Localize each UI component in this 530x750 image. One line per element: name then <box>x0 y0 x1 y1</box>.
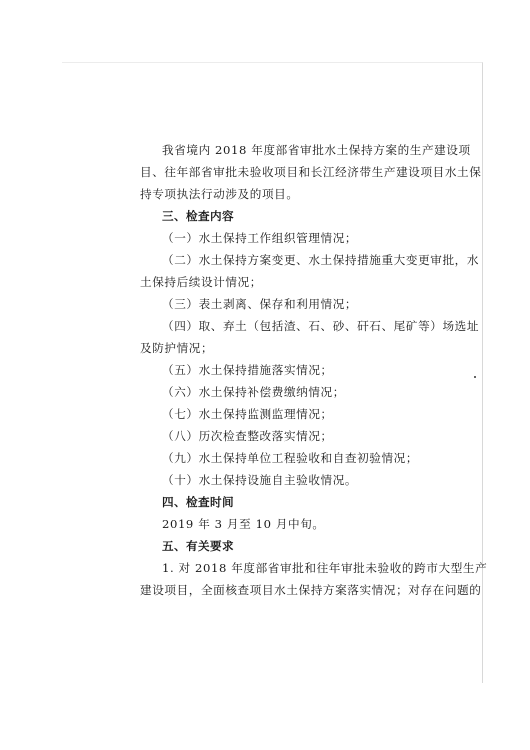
section-heading-requirements: 五、有关要求 <box>162 539 234 553</box>
document-body <box>62 63 488 683</box>
list-item-continuation: 及防护情况； <box>140 341 214 355</box>
section-heading-inspection-content: 三、检查内容 <box>162 209 234 223</box>
body-text-line: 目、往年部省审批未验收项目和长江经济带生产建设项目水土保 <box>140 165 482 179</box>
section-heading-inspection-time: 四、检查时间 <box>162 495 234 509</box>
list-item: （二）水土保持方案变更、水土保持措施重大变更审批，水 <box>162 253 480 267</box>
body-text-line: 建设项目，全面核查项目水土保持方案落实情况；对存在问题的 <box>140 583 482 597</box>
body-text-line: 我省境内 2018 年度部省审批水土保持方案的生产建设项 <box>162 143 471 157</box>
list-item: （六）水土保持补偿费缴纳情况； <box>162 385 345 399</box>
list-item: （七）水土保持监测监理情况； <box>162 407 333 421</box>
list-item-continuation: 土保持后续设计情况； <box>140 275 262 289</box>
list-item: （五）水土保持措施落实情况； <box>162 363 333 377</box>
body-text-line: 2019 年 3 月至 10 月中旬。 <box>162 517 325 531</box>
list-item: （九）水土保持单位工程验收和自查初验情况； <box>162 451 419 465</box>
list-item: （三）表土剥离、保存和利用情况； <box>162 297 358 311</box>
body-text-line: 1. 对 2018 年度部省审批和往年审批未验收的跨市大型生产 <box>162 561 488 575</box>
body-text-line: 持专项执法行动涉及的项目。 <box>140 187 299 201</box>
scan-speck <box>474 376 476 378</box>
document-page <box>62 62 488 683</box>
list-item: （十）水土保持设施自主验收情况。 <box>162 473 358 487</box>
list-item: （四）取、弃土（包括渣、石、砂、矸石、尾矿等）场选址 <box>162 319 480 333</box>
list-item: （八）历次检查整改落实情况； <box>162 429 333 443</box>
list-item: （一）水土保持工作组织管理情况； <box>162 231 358 245</box>
